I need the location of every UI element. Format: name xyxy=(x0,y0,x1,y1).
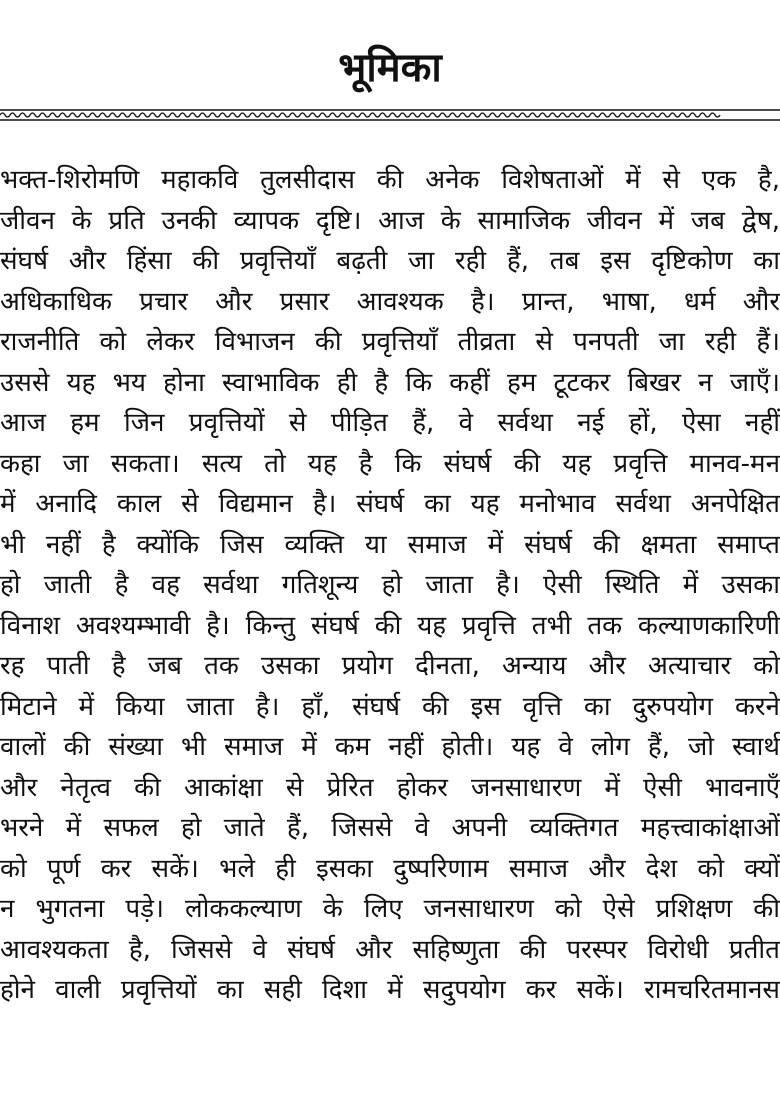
text-line-19: न भुगतना पड़े। लोककल्याण के लिए जनसाधारण को ऐसे प्रशिक्षण की xyxy=(0,894,780,924)
text-line-1: भक्त-शिरोमणि महाकवि तुलसीदास की अनेक विशेषताओं में से एक है, xyxy=(0,165,780,195)
text-line-16: और नेतृत्व की आकांक्षा से प्रेरित होकर जनसाधारण में ऐसी भावनाएँ xyxy=(0,772,780,803)
text-line-4: अधिकाधिक प्रचार और प्रसार आवश्यक है। प्रान्त, भाषा, धर्म और xyxy=(0,286,780,317)
text-line-18: को पूर्ण कर सकें। भले ही इसका दुष्परिणाम समाज और देश को क्यों xyxy=(0,853,780,884)
text-line-8: कहा जा सकता। सत्य तो यह है कि संघर्ष की यह प्रवृत्ति मानव-मन xyxy=(0,448,780,479)
text-line-5: राजनीति को लेकर विभाजन की प्रवृत्तियाँ तीव्रता से पनपती जा रही हैं। xyxy=(0,327,780,357)
text-line-14: मिटाने में किया जाता है। हाँ, संघर्ष की इस वृत्ति का दुरुपयोग करने xyxy=(0,691,780,722)
page-title: भूमिका xyxy=(338,45,442,91)
text-line-2: जीवन के प्रति उनकी व्यापक दृष्टि। आज के सामाजिक जीवन में जब द्वेष, xyxy=(0,205,780,236)
text-line-20: आवश्यकता है, जिससे वे संघर्ष और सहिष्णुता की परस्पर विरोधी प्रतीत xyxy=(0,934,780,965)
text-line-11: हो जाती है वह सर्वथा गतिशून्य हो जाता है। ऐसी स्थिति में उसका xyxy=(0,570,780,600)
ornamental-rule xyxy=(0,108,780,122)
text-line-17: भरने में सफल हो जाते हैं, जिससे वे अपनी व्यक्तिगत महत्त्वाकांक्षाओं xyxy=(0,813,780,843)
text-line-21: होने वाली प्रवृत्तियों का सही दिशा में सदुपयोग कर सकें। रामचरितमानस xyxy=(0,975,780,1005)
text-line-3: संघर्ष और हिंसा की प्रवृत्तियाँ बढ़ती जा रही हैं, तब इस दृष्टिकोण का xyxy=(0,246,780,276)
text-line-7: आज हम जिन प्रवृत्तियों से पीड़ित हैं, वे सर्वथा नई हों, ऐसा नहीं xyxy=(0,408,780,438)
text-line-15: वालों की संख्या भी समाज में कम नहीं होती। यह वे लोग हैं, जो स्वार्थ xyxy=(0,732,780,762)
body-text xyxy=(0,160,780,1011)
text-line-13: रह पाती है जब तक उसका प्रयोग दीनता, अन्याय और अत्याचार को xyxy=(0,651,780,681)
text-line-10: भी नहीं है क्योंकि जिस व्यक्ति या समाज में संघर्ष की क्षमता समाप्त xyxy=(0,529,780,560)
text-line-12: विनाश अवश्यम्भावी है। किन्तु संघर्ष की यह प्रवृत्ति तभी तक कल्याणकारिणी xyxy=(0,610,780,641)
text-line-6: उससे यह भय होना स्वाभाविक ही है कि कहीं हम टूटकर बिखर न जाएँ। xyxy=(0,367,780,398)
text-line-9: में अनादि काल से विद्यमान है। संघर्ष का यह मनोभाव सर्वथा अनपेक्षित xyxy=(0,489,780,519)
